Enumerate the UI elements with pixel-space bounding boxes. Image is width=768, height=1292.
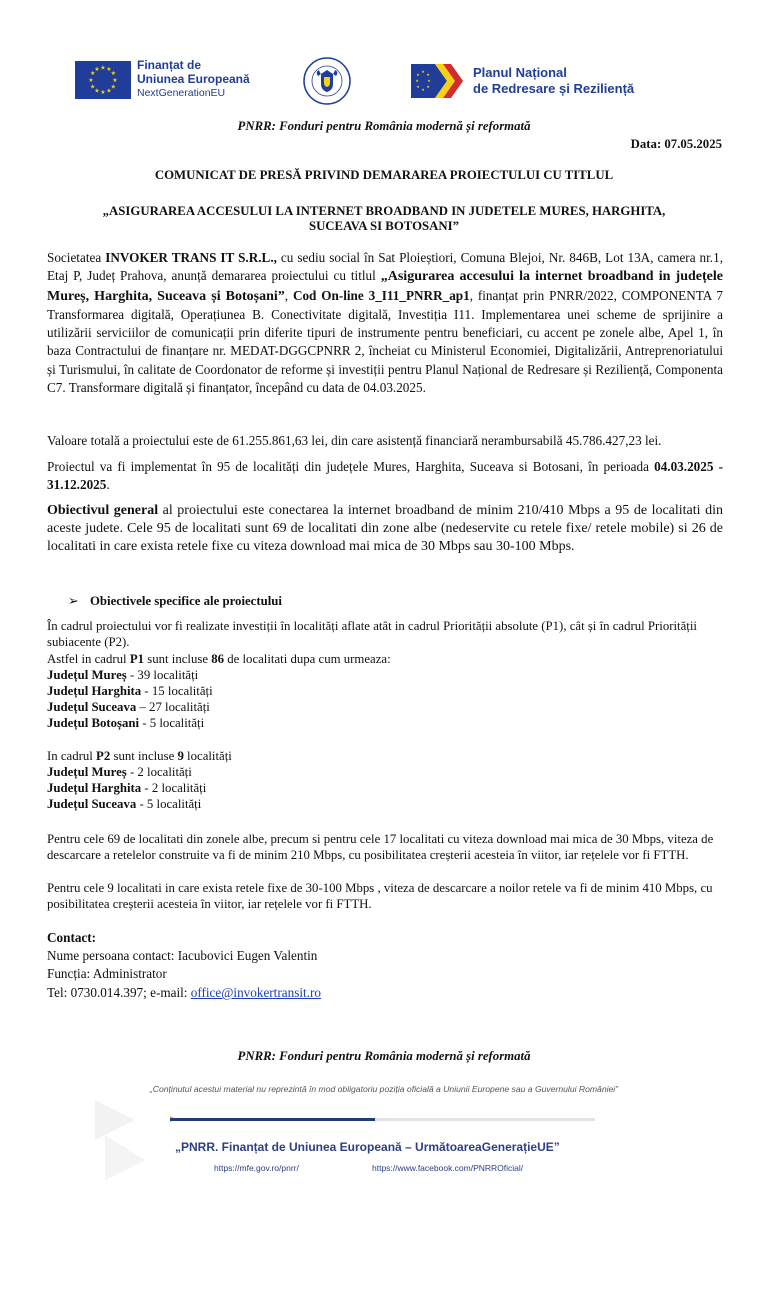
speed-paragraph-1: Pentru cele 69 de localitati din zonele albe, precum si pentru cele 17 localitati cu viteza download mai mica de 30 Mbps, viteza de descarcare a retelelor construite va fi de minim 210 Mbps, cu posibilitatea creșterii acesteia în viitor, iar rețelele vor fi FTTH. [47,832,714,863]
county-name: Județul Mureș [47,668,127,682]
eu-flag-icon [75,61,131,99]
intro-text-1: Societatea [47,250,106,265]
value-paragraph: Valoare totală a proiectului este de 61.255.861,63 lei, din care asistență financiară nerambursabilă 45.786.427,23 lei. [47,433,662,448]
intro-paragraph [47,249,723,397]
svg-text:★: ★ [421,87,425,92]
online-code: Cod On-line 3_I11_PNRR_ap1 [292,287,470,303]
contact-person: Nume persoana contact: Iacubovici Eugen Valentin [47,948,318,963]
separator: - [126,668,138,682]
svg-text:★: ★ [416,84,420,89]
footer-decorative-pattern [95,1080,155,1180]
p2-post: sunt incluse [110,749,178,763]
p1-item [47,683,213,699]
svg-text:★: ★ [100,89,106,96]
intro-text-4: , finanțat prin PNRR/2022, COMPONENTA 7 Transformarea digitală, Operațiunea B. Conectivitate digitală, Investiția I11. Implementarea unei scheme de sprijinire a utilizării serviciilor de comunicații prin diferite tipuri de instrumente pentru beneficiari, cu accent pe zonele albe, Apel 1, în baza Contractului de finanțare nr. MEDAT-DGGCPNRR 2, încheiat cu Ministerul Economiei, Digitalizării, Antreprenoriatului și Turismului, în calitate de Coordonator de reforme și investiții pentru Planul Național de Redresare și Reziliență, Componenta C7. Transformare digitală și finanțator, începând cu data de 04.03.2025. [47,287,723,396]
objective-paragraph [47,502,723,555]
locality-count: 39 localități [137,668,199,682]
county-name: Județul Harghita [47,684,142,698]
contact-phone: Tel: 0730.014.397; e-mail: [47,985,191,1000]
svg-text:★: ★ [427,78,431,83]
p1-item [47,667,198,683]
svg-text:★: ★ [112,77,118,84]
project-title-line1: „ASIGURAREA ACCESULUI LA INTERNET BROADBAND IN JUDETELE MURES, HARGHITA, [102,204,666,218]
svg-text:★: ★ [100,64,106,72]
footer-divider-accent [170,1118,375,1121]
p2-count: 9 [177,749,184,763]
implementation-text: Proiectul va fi implementat în 95 de localități din județele Mures, Harghita, Suceava si Botosani, în perioada [47,459,655,474]
county-name: Județul Harghita [47,781,142,795]
eu-logo [75,58,255,102]
p2-item [47,796,201,812]
implementation-period: 04.03.2025 - 31.12.2025 [47,459,723,493]
arrow-bullet-icon: ➢ [68,593,79,608]
header-tagline: PNRR: Fonduri pentru România modernă și reformată [237,119,531,133]
eu-logo-line1: Finanțat de [137,58,202,72]
seal-text-bottom [243,59,244,60]
county-name: Județul Suceava [47,700,137,714]
svg-text:★: ★ [426,84,430,89]
county-name: Județul Suceava [47,797,137,811]
speed-paragraph-2: Pentru cele 9 localitati in care exista retele fixe de 30-100 Mbps , viteza de descarcare a noilor retele va fi de minim 410 Mbps, cu posibilitatea creșterii acesteia în viitor, iar rețelele vor fi FTTH. [47,881,713,912]
pnrr-logo-line1: Planul Național [473,65,567,80]
implementation-end: . [106,477,110,493]
pnrr-flag-icon [411,64,469,98]
locality-count: 5 localități [146,797,202,811]
svg-text:★: ★ [94,66,100,73]
intro-text-3: , [284,287,293,303]
locality-count: 5 localități [149,716,205,730]
pnrr-logo-line2: de Redresare și Reziliență [473,81,635,96]
p1-mid: sunt incluse [144,652,212,666]
locality-count: 15 localități [151,684,213,698]
separator: – [136,700,150,714]
seal-text-top [243,57,244,58]
p1-item [47,715,204,731]
objective-text: al proiectului este conectarea la internet broadband de minim 210/410 Mbps a 95 de localitati din aceste judete. Cele 95 de localitati sunt 69 de localitati din zone albe (nedeservite cu retele fixe/ retele mobile) si 26 de localitati in care exista retele fixe cu viteza download mai mica de 30 Mbps sau 30-100 Mbps. [47,503,723,554]
eu-logo-line3: NextGenerationEU [137,87,226,99]
separator: - [141,781,152,795]
separator: - [139,716,150,730]
government-seal [303,57,351,105]
separator: - [141,684,152,698]
locality-count: 2 localități [151,781,207,795]
footer-tagline: PNRR: Fonduri pentru România modernă și reformată [237,1049,531,1063]
footer-slogan: „PNRR. Finanțat de Uniunea Europeană – UrmătoareaGenerațieUE” [175,1140,560,1154]
contact-phone-email [47,984,321,1002]
p2-end: localități [183,749,232,763]
svg-text:★: ★ [426,72,430,77]
specific-intro: În cadrul proiectului vor fi realizate investiții în localități aflate atât in cadrul Priorității absolute (P1), cât și în cadrul Priorității subiacente (P2). [47,619,697,650]
footer-divider [170,1118,595,1121]
contact-email-link[interactable]: office@invokertransit.ro [190,985,321,1000]
footer-link-mfe[interactable]: https://mfe.gov.ro/pnrr/ [214,1163,299,1173]
locality-count: 2 localități [137,765,192,779]
separator: - [126,765,138,779]
svg-text:★: ★ [88,77,94,84]
locality-count: 27 localități [149,700,210,714]
footer-link-facebook[interactable]: https://www.facebook.com/PNRROficial/ [372,1163,524,1173]
romania-coat-of-arms-icon [303,57,351,105]
pnrr-logo [411,62,661,102]
contact-role: Funcția: Administrator [47,966,167,981]
p1-post: de localitati dupa cum urmeaza: [224,652,391,666]
project-name: „Asigurarea accesului la internet broadband in județele Mureș, Harghita, Suceava și Botoșani” [47,269,723,304]
svg-text:★: ★ [110,70,116,77]
footer-disclaimer: „Conținutul acestui material nu reprezintă în mod obligatoriu poziția oficială a Uniunii Europene sau a Guvernului României” [149,1084,619,1094]
objective-label: Obiectivul general [47,503,159,518]
svg-text:★: ★ [90,70,96,77]
svg-text:★: ★ [106,87,112,95]
svg-text:★: ★ [415,78,419,83]
p1-count: 86 [211,652,225,666]
svg-text:★: ★ [421,69,425,74]
svg-text:★: ★ [106,66,112,73]
implementation-paragraph [47,458,723,495]
separator: - [136,797,147,811]
p1-label: P1 [129,652,145,666]
p1-intro [47,651,391,667]
p2-intro [47,748,232,764]
specific-objectives-heading [68,593,282,609]
svg-text:★: ★ [90,83,96,91]
svg-text:★: ★ [94,87,100,95]
document-title: COMUNICAT DE PRESĂ PRIVIND DEMARAREA PROIECTULUI CU TITLUL [154,168,614,182]
p2-item [47,780,206,796]
project-title-line2: SUCEAVA SI BOTOSANI” [308,219,460,233]
p1-pre: Astfel in cadrul [47,652,130,666]
specific-objectives-heading-text: Obiectivele specifice ale proiectului [89,594,282,608]
p2-pre: In cadrul [47,749,97,763]
contact-heading: Contact: [47,930,97,945]
county-name: Județul Botoșani [47,716,140,730]
svg-text:★: ★ [416,72,420,77]
county-name: Județul Mureș [47,765,127,779]
eu-logo-line2: Uniunea Europeană [137,72,250,86]
p1-item [47,699,210,715]
company-name: INVOKER TRANS IT S.R.L., [105,250,277,265]
intro-text-2: cu sediu social în Sat Ploieștiori, Comuna Blejoi, Nr. 846B, Lot 13A, camera nr.1, Etaj P, Județ Prahova, anunță demararea proiectului cu titlul [47,250,723,284]
p2-label: P2 [96,749,111,763]
p2-item [47,764,192,780]
svg-text:★: ★ [110,83,116,91]
document-date: Data: 07.05.2025 [630,137,722,151]
